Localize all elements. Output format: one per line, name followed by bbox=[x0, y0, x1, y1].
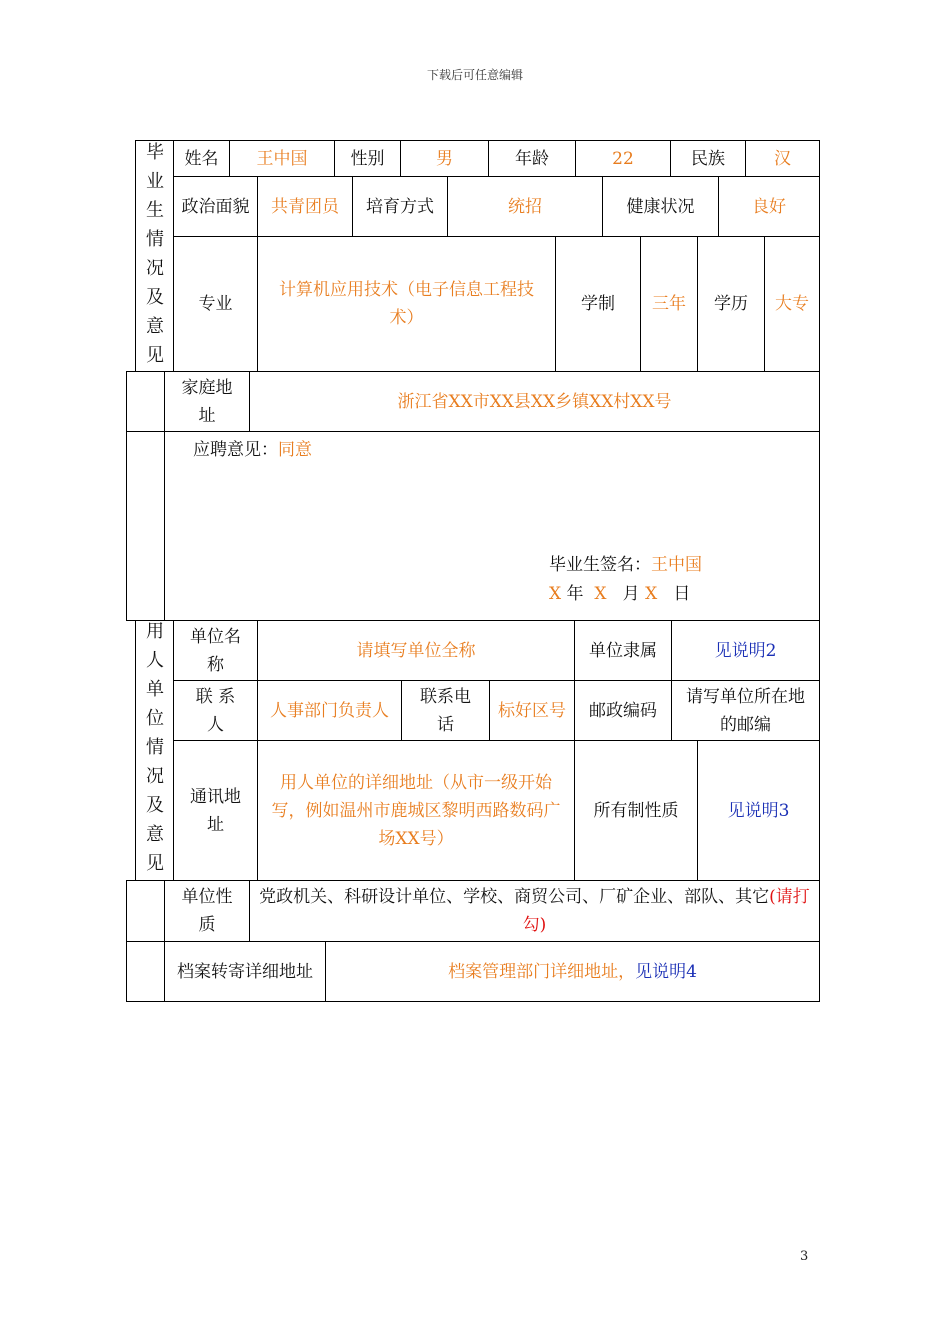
training-label: 培育方式 bbox=[352, 176, 448, 237]
major-value: 计算机应用技术（电子信息工程技术） bbox=[257, 236, 556, 372]
date-year-unit: 年 bbox=[566, 584, 584, 604]
health-value: 良好 bbox=[718, 176, 820, 237]
ownership-value: 见说明3 bbox=[697, 740, 820, 881]
page-header: 下载后可任意编辑 bbox=[426, 68, 523, 82]
signature-line bbox=[549, 551, 702, 579]
political-label: 政治面貌 bbox=[173, 176, 258, 237]
gender-value: 男 bbox=[400, 140, 489, 177]
address-blank-cell bbox=[126, 371, 165, 432]
phone-value: 标好区号 bbox=[489, 680, 575, 741]
archive-value-cell bbox=[325, 941, 820, 1002]
phone-label: 联系电话 bbox=[401, 680, 490, 741]
name-label: 姓名 bbox=[173, 140, 230, 177]
political-value: 共青团员 bbox=[257, 176, 353, 237]
degree-value: 大专 bbox=[764, 236, 820, 372]
page-number: 3 bbox=[800, 1249, 809, 1264]
date-day: X bbox=[645, 584, 658, 604]
opinion-line bbox=[193, 436, 312, 464]
contact-value: 人事部门负责人 bbox=[257, 680, 402, 741]
unit-type-label: 单位性质 bbox=[164, 880, 250, 942]
ethnicity-label: 民族 bbox=[670, 140, 746, 177]
opinion-blank-cell bbox=[126, 431, 165, 621]
unit-type-hint: (请打勾) bbox=[522, 887, 810, 935]
signature-value: 王中国 bbox=[651, 555, 702, 575]
affiliation-label: 单位隶属 bbox=[574, 620, 672, 681]
date-month: X bbox=[594, 584, 607, 604]
contact-label: 联 系 人 bbox=[173, 680, 258, 741]
archive-blank-cell bbox=[126, 941, 165, 1002]
ethnicity-value: 汉 bbox=[745, 140, 820, 177]
address-value: 浙江省XX市XX县XX乡镇XX村XX号 bbox=[249, 371, 820, 432]
date-month-unit: 月 bbox=[622, 584, 640, 604]
archive-value: 档案管理部门详细地址， bbox=[448, 961, 636, 982]
signature-label: 毕业生签名： bbox=[549, 555, 651, 575]
mail-addr-value: 用人单位的详细地址（从市一级开始写，例如温州市鹿城区黎明西路数码广场XX号） bbox=[257, 740, 575, 881]
date-line bbox=[549, 580, 690, 608]
age-value: 22 bbox=[575, 140, 671, 177]
employer-section-label: 用人单位情况及意见 bbox=[146, 621, 164, 874]
training-value: 统招 bbox=[447, 176, 603, 237]
affiliation-value: 见说明2 bbox=[671, 620, 820, 681]
unit-name-label: 单位名称 bbox=[173, 620, 258, 681]
unit-type-options bbox=[249, 880, 820, 942]
date-year: X bbox=[549, 584, 562, 604]
opinion-value: 同意 bbox=[278, 440, 312, 460]
age-label: 年龄 bbox=[488, 140, 576, 177]
grad-section-label: 毕业生情况及意见 bbox=[146, 142, 164, 366]
address-label: 家庭地址 bbox=[164, 371, 250, 432]
unit-type-blank-cell bbox=[126, 880, 165, 942]
archive-label: 档案转寄详细地址 bbox=[164, 941, 326, 1002]
postcode-label: 邮政编码 bbox=[574, 680, 672, 741]
degree-label: 学历 bbox=[697, 236, 765, 372]
opinion-label: 应聘意见： bbox=[193, 440, 278, 460]
major-label: 专业 bbox=[173, 236, 258, 372]
gender-label: 性别 bbox=[334, 140, 401, 177]
mail-addr-label: 通讯地址 bbox=[173, 740, 258, 881]
health-label: 健康状况 bbox=[602, 176, 719, 237]
unit-type-value: 党政机关、科研设计单位、学校、商贸公司、厂矿企业、部队、其它(请打勾) bbox=[259, 887, 810, 935]
date-day-unit: 日 bbox=[673, 584, 691, 604]
ownership-label: 所有制性质 bbox=[574, 740, 698, 881]
duration-value: 三年 bbox=[640, 236, 698, 372]
duration-label: 学制 bbox=[555, 236, 641, 372]
unit-name-value: 请填写单位全称 bbox=[257, 620, 575, 681]
name-value: 王中国 bbox=[229, 140, 335, 177]
archive-note: 见说明4 bbox=[635, 961, 697, 982]
postcode-value: 请写单位所在地的邮编 bbox=[671, 680, 820, 741]
